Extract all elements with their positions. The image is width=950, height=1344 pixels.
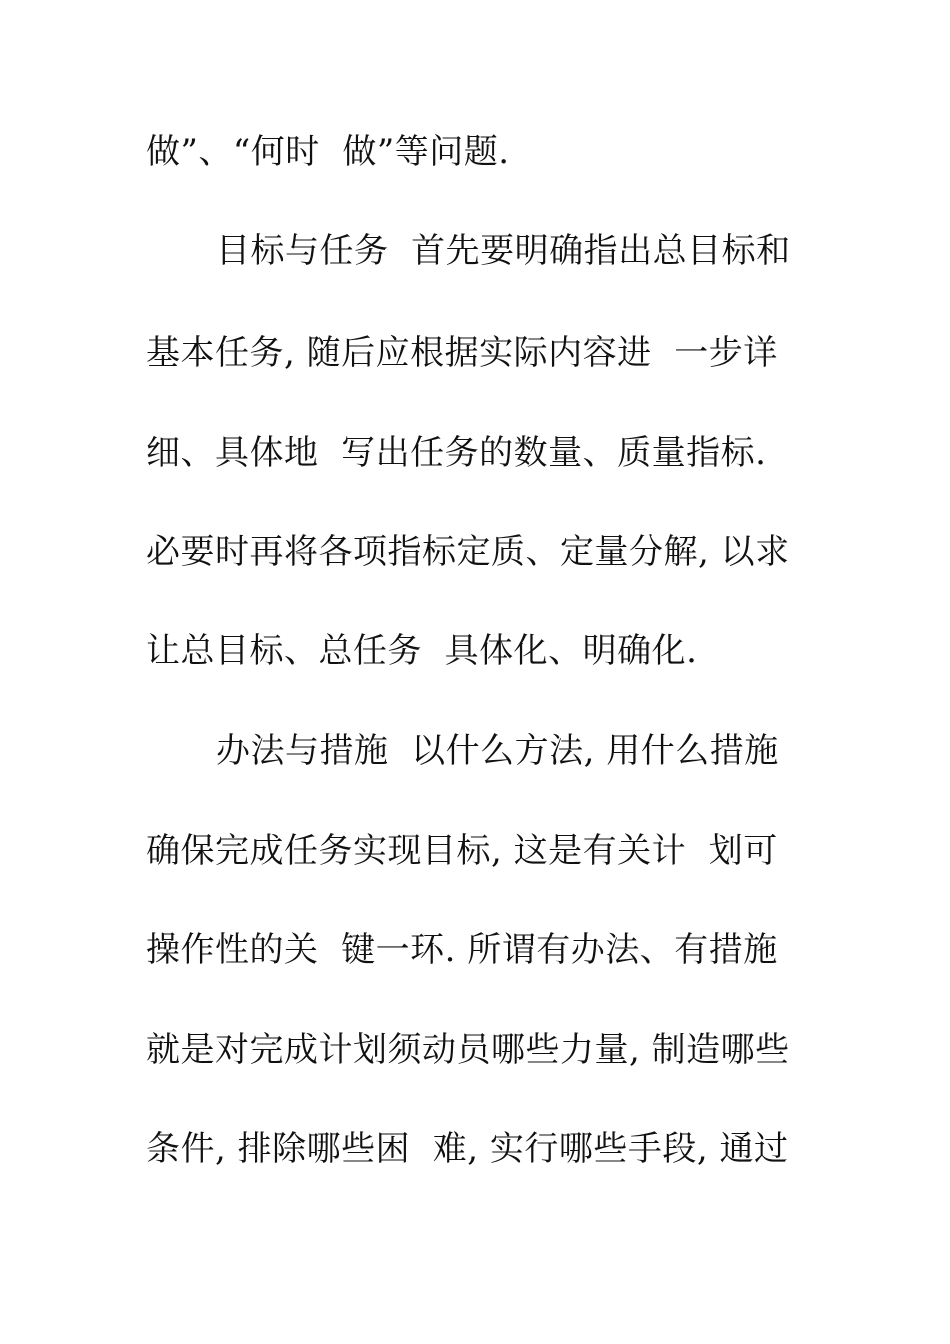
text-line: 让总目标、总任务 具体化、明确化. <box>146 631 698 671</box>
paragraph-start-line: 办法与措施 以什么方法, 用什么措施 <box>216 731 779 771</box>
text-line: 操作性的关 键一环. 所谓有办法、有措施 <box>146 930 778 970</box>
text-line: 细、具体地 写出任务的数量、质量指标. <box>146 433 767 473</box>
text-line: 基本任务, 随后应根据实际内容进 一步详 <box>146 333 778 373</box>
paragraph-start-line: 目标与任务 首先要明确指出总目标和 <box>216 231 791 271</box>
text-line: 条件, 排除哪些困 难, 实行哪些手段, 通过 <box>146 1129 789 1169</box>
text-line: 确保完成任务实现目标, 这是有关计 划可 <box>146 831 778 871</box>
text-line: 就是对完成计划须动员哪些力量, 制造哪些 <box>146 1030 790 1070</box>
text-line: 必要时再将各项指标定质、定量分解, 以求 <box>146 532 790 572</box>
text-line: 做”、“何时 做”等问题. <box>146 132 510 172</box>
